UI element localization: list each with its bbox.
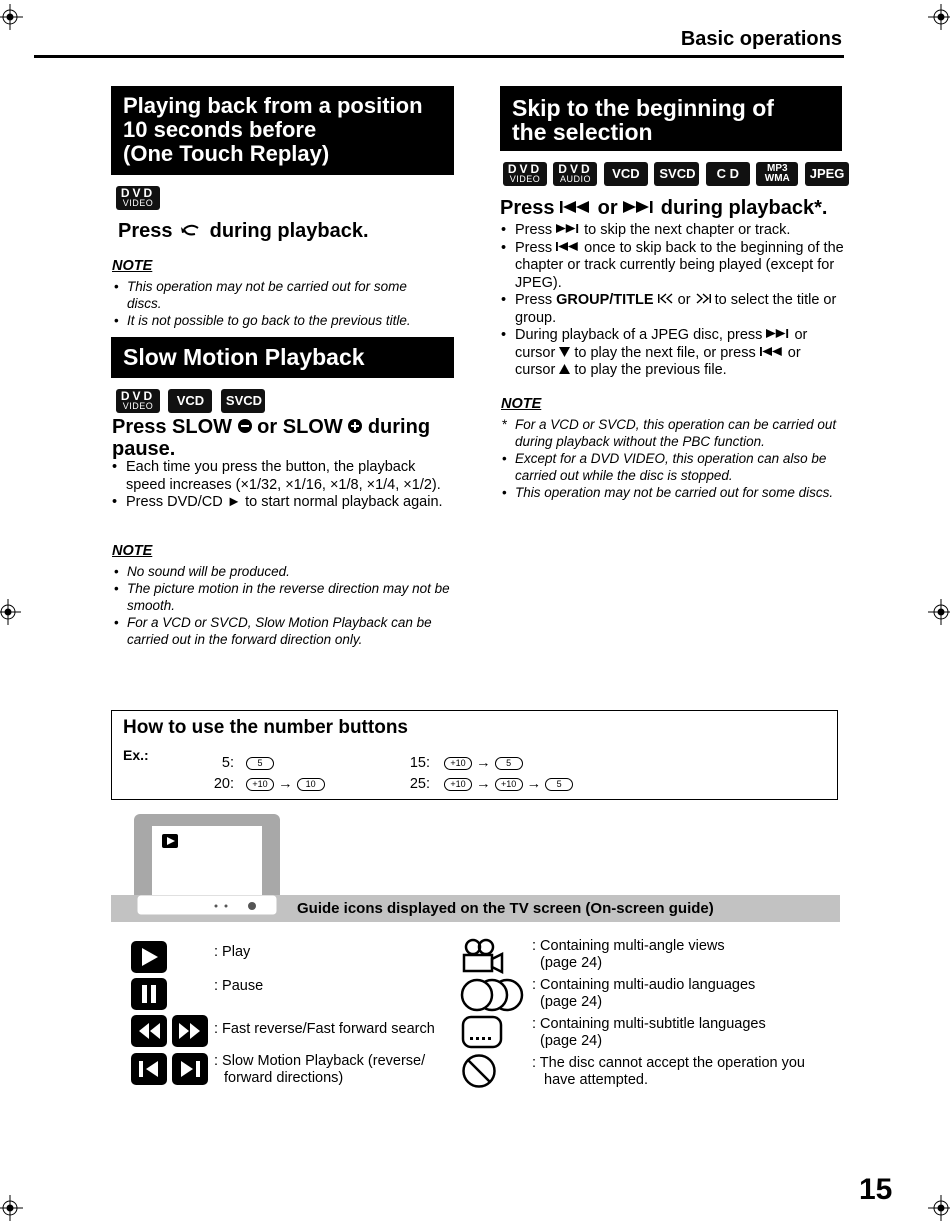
skip-next-icon: [556, 223, 580, 234]
guide-item-search: : Fast reverse/Fast forward search: [214, 1021, 435, 1037]
example-row: 15: +10 → 5: [392, 755, 523, 771]
registration-mark-icon: [0, 599, 21, 625]
example-row: 20: +10 → 10: [196, 776, 325, 792]
mp3-wma-badge: MP3 WMA: [756, 162, 798, 186]
svcd-badge: SVCD: [221, 389, 265, 413]
note-item: • The picture motion in the reverse direction may not be smooth.: [112, 580, 457, 614]
vcd-badge: VCD: [168, 389, 212, 413]
slow-notes: [112, 563, 457, 648]
plus-circle-icon: [348, 419, 362, 433]
skip-previous-icon: [760, 346, 784, 357]
cd-badge: C D: [706, 162, 750, 186]
camera-icon: [461, 938, 505, 974]
skip-notes: [500, 416, 845, 501]
skip-previous-icon: [556, 241, 580, 252]
guide-item-subtitle: : Containing multi-subtitle languages (page 24): [532, 1016, 766, 1049]
skip-note-heading: NOTE: [501, 396, 542, 412]
number-key: 10: [297, 778, 325, 791]
slow-note-heading: NOTE: [112, 543, 153, 559]
replay-icon: [178, 223, 204, 239]
multi-audio-icon: [459, 978, 525, 1012]
slow-bullets: [110, 459, 455, 512]
skip-bullets: [499, 222, 844, 380]
fast-reverse-icon: [131, 1015, 167, 1047]
example-label: Ex.:: [123, 747, 149, 763]
slow-forward-icon: [172, 1053, 208, 1085]
list-item: • During playback of a JPEG disc, press or cursor to play the next file, or press or cursor to play the previous file.: [499, 327, 844, 380]
number-key: +10: [444, 757, 472, 770]
note-item: • This operation may not be carried out for some discs.: [112, 278, 442, 312]
replay-notes: [112, 278, 442, 329]
number-key: 5: [545, 778, 573, 791]
note-item: * For a VCD or SVCD, this operation can be carried out during playback without the PBC function.: [500, 416, 845, 450]
cursor-up-icon: [559, 364, 570, 374]
note-item: • Except for a DVD VIDEO, this operation can also be carried out while the disc is stopped.: [500, 450, 845, 484]
guide-item-prohibited: : The disc cannot accept the operation you have attempted.: [532, 1055, 805, 1088]
list-item: • Press to skip the next chapter or track.: [499, 222, 844, 240]
slow-section-title: Slow Motion Playback: [111, 337, 454, 378]
note-item: • No sound will be produced.: [112, 563, 457, 580]
number-key: 5: [495, 757, 523, 770]
play-icon: [131, 941, 167, 973]
arrow-icon: →: [476, 776, 491, 792]
vcd-badge: VCD: [604, 162, 648, 186]
slow-badges: [116, 389, 265, 413]
arrow-icon: →: [526, 776, 542, 792]
registration-mark-icon: [928, 599, 950, 625]
example-row: 5: 5: [196, 755, 274, 771]
number-key: +10: [495, 778, 523, 791]
group-previous-icon: [658, 293, 674, 304]
skip-next-icon: [623, 200, 655, 214]
guide-item-pause: : Pause: [214, 978, 264, 994]
replay-note-heading: NOTE: [112, 258, 153, 274]
number-key: +10: [246, 778, 274, 791]
slow-reverse-icon: [131, 1053, 167, 1085]
arrow-icon: →: [476, 755, 491, 771]
example-row: 25: +10 → +10 → 5: [392, 776, 573, 792]
list-item: • Press GROUP/TITLE or to select the title or group.: [499, 292, 844, 327]
guide-item-play: : Play: [214, 944, 251, 960]
pause-icon: [131, 978, 167, 1010]
slow-instruction: Press SLOW or SLOW during pause.: [112, 416, 431, 460]
skip-instruction: Press or during playback*.: [500, 197, 828, 219]
fast-forward-icon: [172, 1015, 208, 1047]
cursor-down-icon: [559, 347, 570, 357]
dvd-video-badge: DVD VIDEO: [503, 162, 547, 186]
skip-section-title: Skip to the beginning of the selection: [500, 86, 842, 151]
jpeg-badge: JPEG: [805, 162, 849, 186]
arrow-icon: →: [278, 776, 293, 792]
guide-item-slow: : Slow Motion Playback (reverse/ forward directions): [214, 1053, 426, 1086]
number-key: +10: [444, 778, 472, 791]
dvd-video-badge: DVD VIDEO: [116, 389, 160, 413]
skip-badges: [503, 162, 849, 186]
list-item: • Press DVD/CD ► to start normal playback again.: [110, 494, 455, 512]
guide-item-audio: : Containing multi-audio languages (page 24): [532, 977, 756, 1010]
registration-mark-icon: [0, 4, 23, 30]
number-buttons-title: How to use the number buttons: [123, 717, 408, 738]
dvd-audio-badge: DVD AUDIO: [553, 162, 597, 186]
running-header: Basic operations: [680, 28, 842, 50]
note-item: • This operation may not be carried out for some discs.: [500, 484, 845, 501]
svcd-badge: SVCD: [654, 162, 699, 186]
page-number: 15: [859, 1173, 893, 1206]
tv-illustration-icon: [134, 814, 280, 916]
registration-mark-icon: [928, 1195, 950, 1221]
prohibited-icon: [461, 1053, 497, 1089]
registration-mark-icon: [928, 4, 950, 30]
skip-previous-icon: [560, 200, 592, 214]
dvd-video-badge: DVD VIDEO: [116, 186, 160, 210]
note-item: • It is not possible to go back to the previous title.: [112, 312, 442, 329]
replay-section-title: Playing back from a position 10 seconds before (One Touch Replay): [111, 86, 454, 175]
minus-circle-icon: [238, 419, 252, 433]
number-key: 5: [246, 757, 274, 770]
replay-instruction: Press during playback.: [118, 220, 369, 242]
list-item: • Each time you press the button, the playback speed increases (×1/32, ×1/16, ×1/8, ×1/4, ×1/2).: [110, 459, 455, 494]
subtitle-icon: [461, 1015, 503, 1049]
guide-banner-text: Guide icons displayed on the TV screen (On-screen guide): [297, 900, 714, 917]
registration-mark-icon: [0, 1195, 23, 1221]
header-rule: [34, 55, 844, 58]
list-item: • Press once to skip back to the beginning of the chapter or track currently being played (except for JPEG).: [499, 240, 844, 293]
note-item: • For a VCD or SVCD, Slow Motion Playback can be carried out in the forward direction only.: [112, 614, 457, 648]
skip-next-icon: [766, 328, 790, 339]
group-next-icon: [695, 293, 711, 304]
guide-item-angle: : Containing multi-angle views (page 24): [532, 938, 725, 971]
